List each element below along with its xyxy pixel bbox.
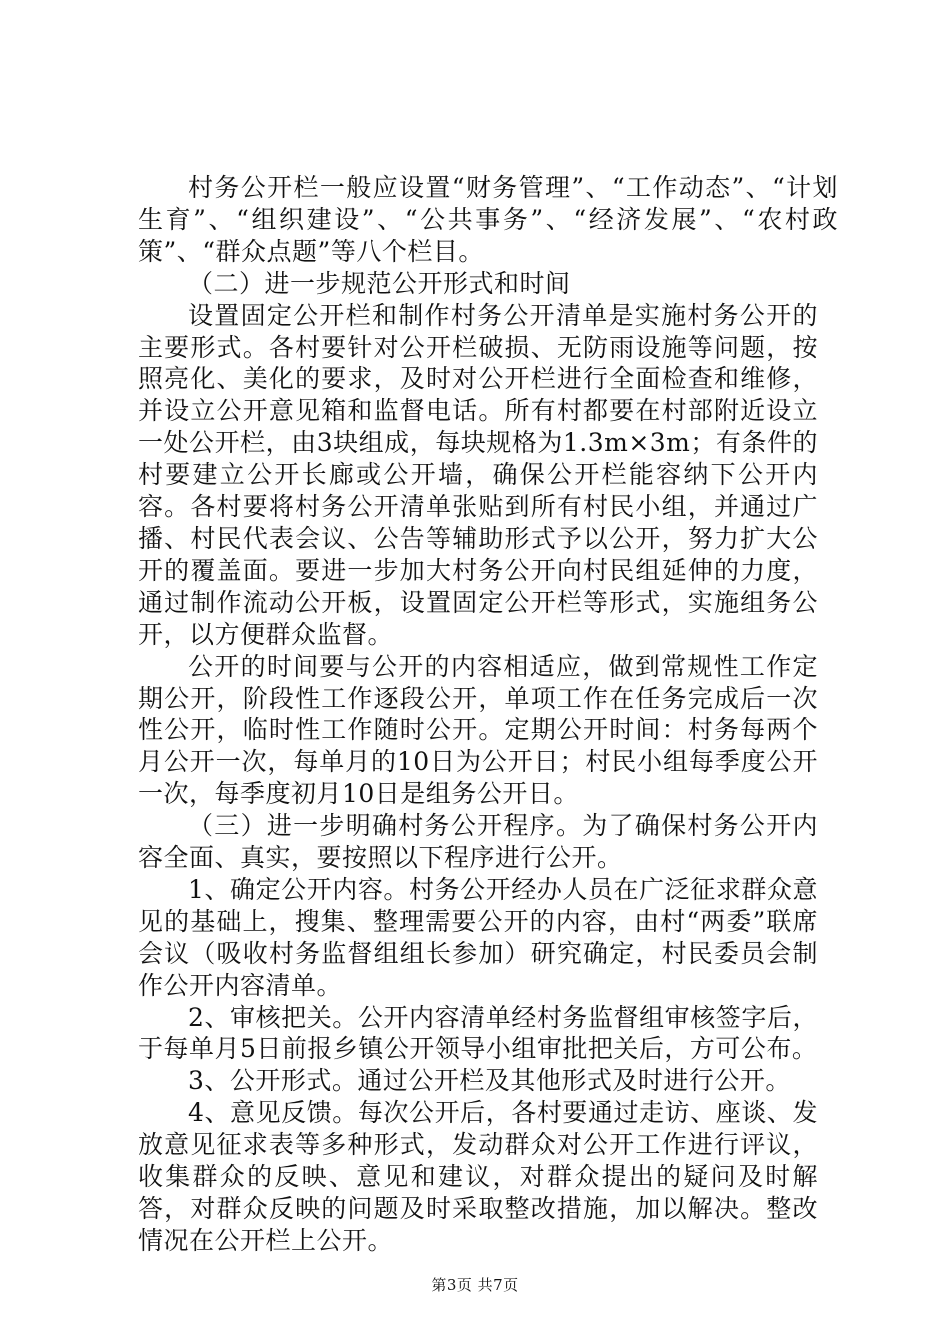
document-body bbox=[138, 172, 838, 1257]
section-heading-2: （二）进一步规范公开形式和时间 bbox=[188, 268, 571, 298]
paragraph-public-time: 公开的时间要与公开的内容相适应，做到常规性工作定期公开，阶段性工作逐段公开，单项工作在任务完成后一次性公开，临时性工作随时公开。定期公开时间：村务每两个月公开一次，每单月的10日为公开日；村民小组每季度公开一次，每季度初月10日是组务公开日。 bbox=[138, 651, 818, 809]
list-item-4: 4、意见反馈。每次公开后，各村要通过走访、座谈、发放意见征求表等多种形式，发动群众对公开工作进行评议，收集群众的反映、意见和建议，对群众提出的疑问及时解答，对群众反映的问题及时采取整改措施，加以解决。整改情况在公开栏上公开。 bbox=[138, 1098, 818, 1255]
list-item-1: 1、确定公开内容。村务公开经办人员在广泛征求群众意见的基础上，搜集、整理需要公开的内容，由村“两委”联席会议（吸收村务监督组组长参加）研究确定，村民委员会制作公开内容清单。 bbox=[138, 874, 818, 1000]
section-heading-3: （三）进一步明确村务公开程序。为了确保村务公开内容全面、真实，要按照以下程序进行公开。 bbox=[138, 811, 818, 873]
list-item-3: 3、公开形式。通过公开栏及其他形式及时进行公开。 bbox=[188, 1066, 791, 1096]
paragraph-public-board: 设置固定公开栏和制作村务公开清单是实施村务公开的主要形式。各村要针对公开栏破损、无防雨设施等问题，按照亮化、美化的要求，及时对公开栏进行全面检查和维修，并设立公开意见箱和监督电话。所有村都要在村部附近设立一处公开栏，由3块组成，每块规格为1.3m×3m；有条件的村要建立公开长廊或公开墙，确保公开栏能容纳下公开内容。各村要将村务公开清单张贴到所有村民小组，并通过广播、村民代表会议、公告等辅助形式予以公开，努力扩大公开的覆盖面。要进一步加大村务公开向村民组延伸的力度，通过制作流动公开板，设置固定公开栏等形式，实施组务公开，以方便群众监督。 bbox=[138, 300, 818, 649]
page-number-footer: 第3页 共7页 bbox=[431, 1276, 519, 1294]
paragraph-column-list: 村务公开栏一般应设置“财务管理”、“工作动态”、“计划生育”、“组织建设”、“公共事务”、“经济发展”、“农村政策”、“群众点题”等八个栏目。 bbox=[138, 173, 838, 266]
list-item-2: 2、审核把关。公开内容清单经村务监督组审核签字后，于每单月5日前报乡镇公开领导小组审批把关后，方可公布。 bbox=[138, 1002, 818, 1064]
